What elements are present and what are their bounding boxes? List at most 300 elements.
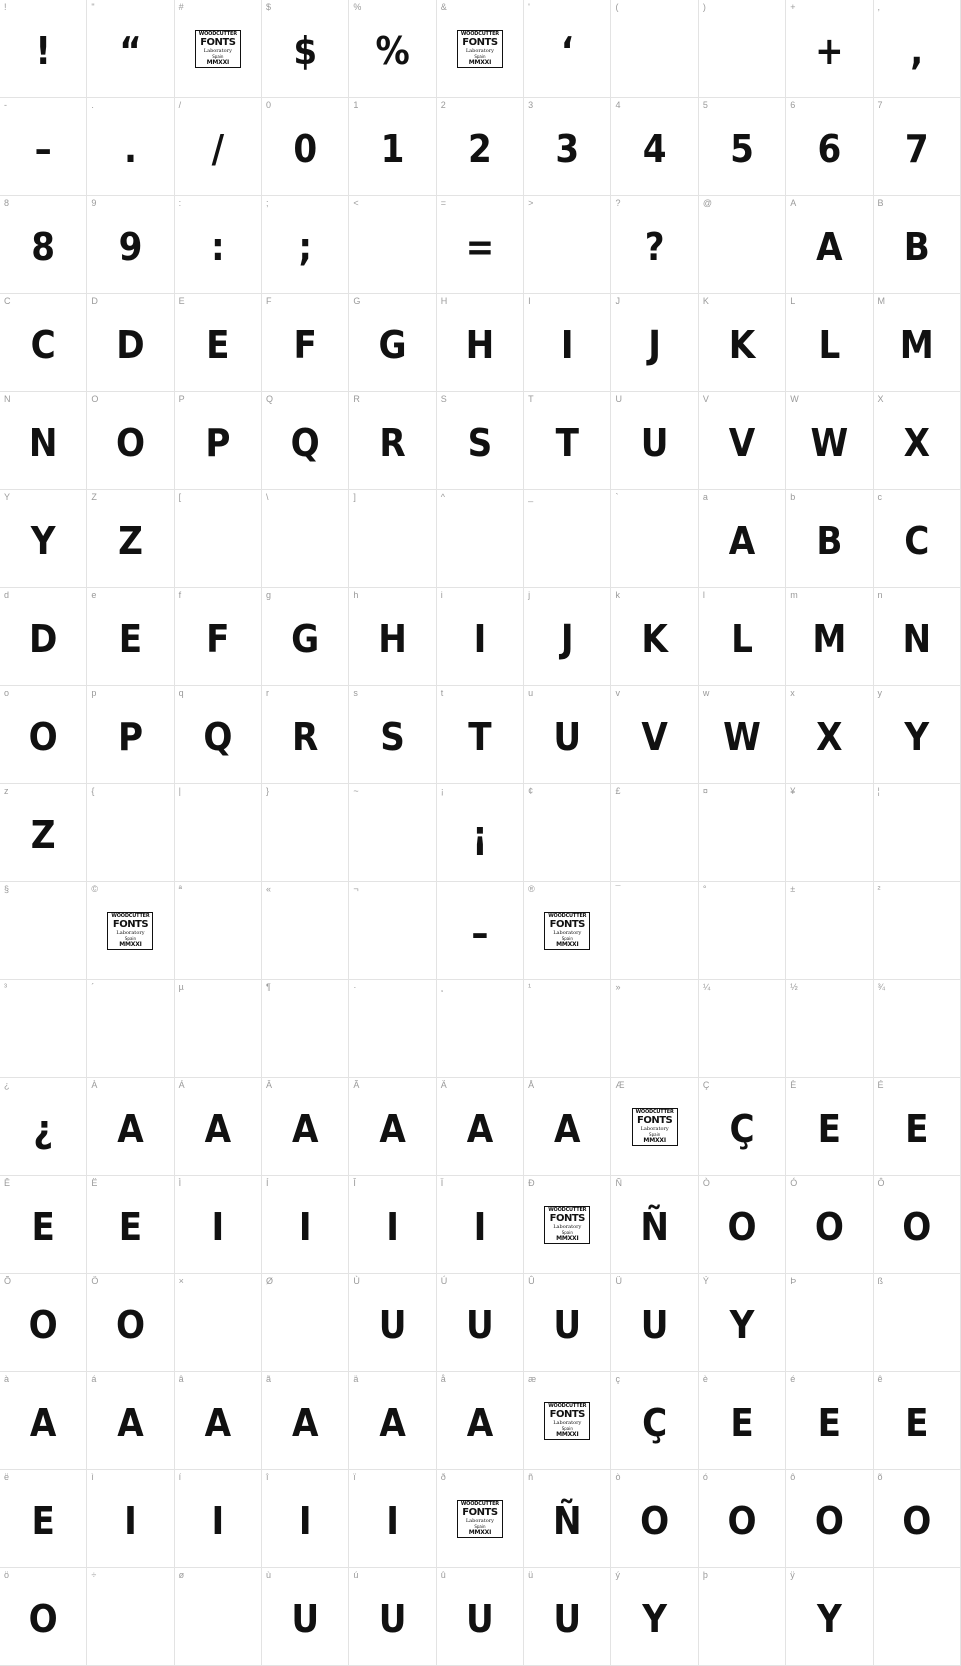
character-cell[interactable] xyxy=(349,1274,436,1372)
character-code-label: Ò xyxy=(702,1178,710,1188)
character-cell[interactable] xyxy=(436,1568,523,1666)
character-cell[interactable] xyxy=(174,1372,261,1470)
character-cell[interactable] xyxy=(786,1274,873,1372)
character-cell[interactable] xyxy=(611,686,698,784)
character-cell[interactable] xyxy=(611,980,698,1078)
character-cell[interactable] xyxy=(786,1568,873,1666)
character-cell[interactable] xyxy=(524,784,611,882)
character-code-label: ` xyxy=(615,492,619,502)
character-code-label: Ù xyxy=(353,1276,360,1286)
character-cell[interactable] xyxy=(698,882,785,980)
character-cell[interactable] xyxy=(611,882,698,980)
character-glyph: 4 xyxy=(642,126,667,171)
foundry-logo-line: WOODCUTTER xyxy=(548,1206,587,1213)
character-glyph: Y xyxy=(904,714,930,759)
character-cell[interactable] xyxy=(873,1176,960,1274)
character-glyph: S xyxy=(380,714,405,759)
character-code-label: T xyxy=(528,394,534,404)
character-map-row xyxy=(0,98,961,196)
character-map-row xyxy=(0,294,961,392)
character-map-row xyxy=(0,196,961,294)
character-code-label: V xyxy=(702,394,709,404)
foundry-logo-line: Laboratory xyxy=(203,47,232,54)
character-cell[interactable] xyxy=(87,196,174,294)
character-glyph: O xyxy=(902,1498,932,1543)
character-cell[interactable] xyxy=(174,1568,261,1666)
character-glyph: E xyxy=(118,1204,143,1249)
character-cell[interactable] xyxy=(0,1470,87,1568)
character-cell[interactable] xyxy=(174,1078,261,1176)
character-cell[interactable] xyxy=(262,294,349,392)
character-cell[interactable] xyxy=(436,784,523,882)
character-cell[interactable] xyxy=(349,784,436,882)
foundry-logo-stamp-icon xyxy=(544,1402,590,1440)
character-cell[interactable] xyxy=(349,588,436,686)
character-cell[interactable] xyxy=(524,588,611,686)
foundry-logo-stamp-icon xyxy=(457,1500,503,1538)
character-glyph: Z xyxy=(118,518,143,563)
character-cell[interactable] xyxy=(524,1568,611,1666)
character-cell[interactable] xyxy=(786,294,873,392)
character-cell[interactable] xyxy=(524,1470,611,1568)
character-map-row xyxy=(0,490,961,588)
character-cell[interactable] xyxy=(524,980,611,1078)
foundry-logo-line: Laboratory xyxy=(465,47,494,54)
character-cell[interactable] xyxy=(174,294,261,392)
character-cell[interactable] xyxy=(698,490,785,588)
character-cell[interactable] xyxy=(611,588,698,686)
character-cell[interactable] xyxy=(87,1078,174,1176)
character-glyph: U xyxy=(553,1596,582,1641)
character-glyph: E xyxy=(905,1106,929,1151)
character-cell[interactable] xyxy=(87,1372,174,1470)
character-code-label: ° xyxy=(702,884,707,894)
character-cell[interactable] xyxy=(524,294,611,392)
character-cell[interactable] xyxy=(873,1274,960,1372)
character-glyph: E xyxy=(206,322,230,367)
character-cell[interactable] xyxy=(611,98,698,196)
character-cell[interactable] xyxy=(349,490,436,588)
character-glyph: I xyxy=(124,1498,137,1543)
character-map-row xyxy=(0,0,961,98)
character-cell[interactable] xyxy=(524,1372,611,1470)
character-cell[interactable] xyxy=(87,1470,174,1568)
character-cell[interactable] xyxy=(873,294,960,392)
character-cell[interactable] xyxy=(0,882,87,980)
character-glyph: A xyxy=(291,1400,319,1445)
character-cell[interactable] xyxy=(174,98,261,196)
character-cell[interactable] xyxy=(0,784,87,882)
character-cell[interactable] xyxy=(436,882,523,980)
character-cell[interactable] xyxy=(611,1274,698,1372)
character-code-label: p xyxy=(91,688,97,698)
character-cell[interactable] xyxy=(262,980,349,1078)
character-cell[interactable] xyxy=(786,588,873,686)
character-code-label: U xyxy=(615,394,622,404)
character-cell[interactable] xyxy=(349,1470,436,1568)
character-code-label: \ xyxy=(266,492,269,502)
foundry-logo-line: Spain xyxy=(561,935,573,941)
character-cell[interactable] xyxy=(611,1176,698,1274)
character-cell[interactable] xyxy=(698,0,785,98)
character-cell[interactable] xyxy=(174,196,261,294)
character-cell[interactable] xyxy=(524,1274,611,1372)
character-cell[interactable] xyxy=(87,1176,174,1274)
character-cell[interactable] xyxy=(174,0,261,98)
character-cell[interactable] xyxy=(87,294,174,392)
character-cell[interactable] xyxy=(698,294,785,392)
character-glyph: I xyxy=(386,1204,399,1249)
character-cell[interactable] xyxy=(0,196,87,294)
character-glyph: A xyxy=(204,1400,232,1445)
character-cell[interactable] xyxy=(611,1078,698,1176)
character-cell[interactable] xyxy=(524,392,611,490)
character-code-label: 5 xyxy=(702,100,708,110)
character-cell[interactable] xyxy=(698,980,785,1078)
foundry-logo-stamp-icon xyxy=(457,30,503,68)
character-cell[interactable] xyxy=(87,1274,174,1372)
character-cell[interactable] xyxy=(174,686,261,784)
character-code-label: ö xyxy=(4,1570,10,1580)
character-cell[interactable] xyxy=(87,588,174,686)
character-cell[interactable] xyxy=(174,392,261,490)
character-cell[interactable] xyxy=(611,196,698,294)
character-cell[interactable] xyxy=(262,1568,349,1666)
character-cell[interactable] xyxy=(786,392,873,490)
character-code-label: õ xyxy=(877,1472,883,1482)
foundry-logo-line: FONTS xyxy=(549,918,585,930)
character-cell[interactable] xyxy=(0,1176,87,1274)
character-code-label: © xyxy=(91,884,98,894)
character-glyph: 3 xyxy=(555,126,580,171)
character-cell[interactable] xyxy=(873,882,960,980)
character-glyph: Ç xyxy=(729,1106,755,1151)
character-cell[interactable] xyxy=(524,1176,611,1274)
foundry-logo-line: FONTS xyxy=(549,1212,585,1224)
character-cell[interactable] xyxy=(611,1372,698,1470)
character-cell[interactable] xyxy=(262,1274,349,1372)
character-code-label: % xyxy=(353,2,362,12)
character-cell[interactable] xyxy=(436,1274,523,1372)
character-cell[interactable] xyxy=(0,588,87,686)
character-cell[interactable] xyxy=(349,1372,436,1470)
character-glyph: O xyxy=(28,714,58,759)
character-cell[interactable] xyxy=(436,294,523,392)
character-glyph: O xyxy=(902,1204,932,1249)
character-code-label: 3 xyxy=(528,100,534,110)
character-code-label: Å xyxy=(528,1080,535,1090)
character-cell[interactable] xyxy=(873,1372,960,1470)
character-code-label: 0 xyxy=(266,100,272,110)
character-glyph: N xyxy=(902,616,932,661)
character-code-label: þ xyxy=(702,1570,708,1580)
character-cell[interactable] xyxy=(698,588,785,686)
character-glyph: G xyxy=(378,322,407,367)
character-cell[interactable] xyxy=(262,392,349,490)
character-cell[interactable] xyxy=(524,0,611,98)
character-cell[interactable] xyxy=(786,1078,873,1176)
character-cell[interactable] xyxy=(873,0,960,98)
character-cell[interactable] xyxy=(436,1078,523,1176)
character-code-label: u xyxy=(528,688,534,698)
character-cell[interactable] xyxy=(436,1176,523,1274)
character-cell[interactable] xyxy=(698,196,785,294)
character-cell[interactable] xyxy=(436,0,523,98)
character-cell[interactable] xyxy=(0,0,87,98)
character-map-row xyxy=(0,1274,961,1372)
character-cell[interactable] xyxy=(87,98,174,196)
character-cell[interactable] xyxy=(698,784,785,882)
character-code-label: Ý xyxy=(702,1276,709,1286)
character-code-label: ú xyxy=(353,1570,359,1580)
character-code-label: : xyxy=(178,198,182,208)
character-code-label: ¶ xyxy=(266,982,271,992)
character-cell[interactable] xyxy=(0,1372,87,1470)
character-map-row xyxy=(0,1078,961,1176)
character-cell[interactable] xyxy=(786,98,873,196)
character-cell[interactable] xyxy=(174,882,261,980)
character-cell[interactable] xyxy=(873,686,960,784)
character-code-label: ë xyxy=(4,1472,10,1482)
character-cell[interactable] xyxy=(262,490,349,588)
character-cell[interactable] xyxy=(349,98,436,196)
character-cell[interactable] xyxy=(349,1568,436,1666)
character-cell[interactable] xyxy=(174,1274,261,1372)
character-code-label: à xyxy=(4,1374,10,1384)
character-cell[interactable] xyxy=(262,882,349,980)
character-glyph: E xyxy=(905,1400,929,1445)
character-cell[interactable] xyxy=(786,196,873,294)
character-cell[interactable] xyxy=(87,392,174,490)
character-cell[interactable] xyxy=(611,1568,698,1666)
character-cell[interactable] xyxy=(174,490,261,588)
character-cell[interactable] xyxy=(262,1372,349,1470)
character-code-label: ½ xyxy=(790,982,798,992)
character-code-label: > xyxy=(528,198,534,208)
character-code-label: N xyxy=(4,394,11,404)
character-cell[interactable] xyxy=(262,196,349,294)
character-cell[interactable] xyxy=(786,882,873,980)
character-cell[interactable] xyxy=(873,1470,960,1568)
character-cell[interactable] xyxy=(174,588,261,686)
foundry-logo-line: Spain xyxy=(124,935,137,941)
character-glyph: Y xyxy=(729,1302,755,1347)
character-cell[interactable] xyxy=(349,1176,436,1274)
character-cell[interactable] xyxy=(611,784,698,882)
character-cell[interactable] xyxy=(87,686,174,784)
character-code-label: ø xyxy=(178,1570,185,1580)
character-cell[interactable] xyxy=(349,0,436,98)
character-cell[interactable] xyxy=(174,1176,261,1274)
character-cell[interactable] xyxy=(349,1078,436,1176)
character-cell[interactable] xyxy=(87,980,174,1078)
character-code-label: z xyxy=(4,786,9,796)
character-glyph: A xyxy=(291,1106,319,1151)
character-map-row xyxy=(0,882,961,980)
character-code-label: | xyxy=(178,786,182,796)
character-cell[interactable] xyxy=(349,882,436,980)
character-cell[interactable] xyxy=(786,0,873,98)
character-code-label: ù xyxy=(266,1570,272,1580)
character-cell[interactable] xyxy=(349,196,436,294)
character-cell[interactable] xyxy=(873,490,960,588)
character-cell[interactable] xyxy=(0,98,87,196)
character-glyph: ! xyxy=(35,28,51,73)
character-cell[interactable] xyxy=(87,784,174,882)
character-cell[interactable] xyxy=(349,294,436,392)
character-cell[interactable] xyxy=(873,1078,960,1176)
character-cell[interactable] xyxy=(87,1568,174,1666)
character-cell[interactable] xyxy=(0,294,87,392)
character-cell[interactable] xyxy=(524,490,611,588)
character-cell[interactable] xyxy=(524,686,611,784)
character-code-label: ¤ xyxy=(702,786,708,796)
character-cell[interactable] xyxy=(698,1568,785,1666)
character-cell[interactable] xyxy=(436,98,523,196)
character-cell[interactable] xyxy=(436,1372,523,1470)
character-cell[interactable] xyxy=(436,588,523,686)
character-glyph: U xyxy=(466,1596,494,1641)
character-cell[interactable] xyxy=(87,882,174,980)
character-code-label: ® xyxy=(528,884,535,894)
character-glyph: Q xyxy=(290,420,320,465)
character-glyph: 8 xyxy=(31,224,56,269)
character-cell[interactable] xyxy=(873,196,960,294)
character-cell[interactable] xyxy=(873,784,960,882)
character-cell[interactable] xyxy=(611,294,698,392)
character-cell[interactable] xyxy=(0,1274,87,1372)
foundry-logo-line: Laboratory xyxy=(465,1517,494,1524)
character-code-label: ) xyxy=(702,2,706,12)
character-cell[interactable] xyxy=(0,980,87,1078)
character-cell[interactable] xyxy=(873,980,960,1078)
character-cell[interactable] xyxy=(611,490,698,588)
character-code-label: Ô xyxy=(877,1178,885,1188)
character-glyph: % xyxy=(375,28,410,73)
character-cell[interactable] xyxy=(349,392,436,490)
character-cell[interactable] xyxy=(0,686,87,784)
character-cell[interactable] xyxy=(262,1470,349,1568)
character-cell[interactable] xyxy=(262,784,349,882)
character-code-label: e xyxy=(91,590,97,600)
character-cell[interactable] xyxy=(349,686,436,784)
character-code-label: ¾ xyxy=(877,982,886,992)
character-code-label: å xyxy=(440,1374,446,1384)
character-cell[interactable] xyxy=(786,784,873,882)
character-cell[interactable] xyxy=(436,196,523,294)
character-cell[interactable] xyxy=(436,392,523,490)
character-glyph: F xyxy=(293,322,317,367)
character-code-label: L xyxy=(790,296,796,306)
character-cell[interactable] xyxy=(0,1568,87,1666)
character-cell[interactable] xyxy=(698,1372,785,1470)
character-glyph: A xyxy=(728,518,756,563)
character-code-label: Ï xyxy=(440,1178,444,1188)
character-code-label: [ xyxy=(178,492,182,502)
character-cell[interactable] xyxy=(524,882,611,980)
character-code-label: ¿ xyxy=(4,1080,10,1090)
character-cell[interactable] xyxy=(786,490,873,588)
character-code-label: W xyxy=(790,394,799,404)
character-cell[interactable] xyxy=(611,0,698,98)
character-cell[interactable] xyxy=(262,588,349,686)
foundry-logo-line: FONTS xyxy=(462,36,498,48)
character-cell[interactable] xyxy=(873,98,960,196)
character-code-label: J xyxy=(615,296,620,306)
character-cell[interactable] xyxy=(262,1176,349,1274)
character-cell[interactable] xyxy=(524,196,611,294)
character-cell[interactable] xyxy=(524,1078,611,1176)
character-glyph: L xyxy=(818,322,841,367)
character-code-label: 9 xyxy=(91,198,97,208)
character-glyph: T xyxy=(468,714,492,759)
character-cell[interactable] xyxy=(0,490,87,588)
character-cell[interactable] xyxy=(611,392,698,490)
character-cell[interactable] xyxy=(262,686,349,784)
character-cell[interactable] xyxy=(786,1470,873,1568)
character-cell[interactable] xyxy=(698,1470,785,1568)
character-cell[interactable] xyxy=(87,0,174,98)
character-code-label: ¯ xyxy=(615,884,621,894)
character-cell[interactable] xyxy=(436,1470,523,1568)
character-cell[interactable] xyxy=(262,0,349,98)
foundry-logo-stamp-icon xyxy=(195,30,241,68)
character-cell[interactable] xyxy=(786,1372,873,1470)
character-code-label: R xyxy=(353,394,360,404)
character-cell[interactable] xyxy=(87,490,174,588)
character-cell[interactable] xyxy=(524,98,611,196)
character-map-row xyxy=(0,1176,961,1274)
character-cell[interactable] xyxy=(174,980,261,1078)
character-code-label: _ xyxy=(528,492,534,502)
character-code-label: X xyxy=(877,394,884,404)
character-cell[interactable] xyxy=(698,98,785,196)
character-cell[interactable] xyxy=(698,392,785,490)
character-glyph: A xyxy=(816,224,843,269)
character-glyph: U xyxy=(640,1302,669,1347)
character-code-label: I xyxy=(528,296,531,306)
character-code-label: / xyxy=(178,100,182,110)
character-cell[interactable] xyxy=(174,784,261,882)
character-code-label: ¹ xyxy=(528,982,532,992)
character-cell[interactable] xyxy=(0,1078,87,1176)
character-cell[interactable] xyxy=(786,980,873,1078)
character-cell[interactable] xyxy=(0,392,87,490)
character-cell[interactable] xyxy=(698,1176,785,1274)
character-code-label: ^ xyxy=(440,492,445,502)
character-cell[interactable] xyxy=(873,392,960,490)
character-cell[interactable] xyxy=(262,1078,349,1176)
character-cell[interactable] xyxy=(698,686,785,784)
character-cell[interactable] xyxy=(786,686,873,784)
foundry-logo-line: MMXXI xyxy=(468,58,492,66)
character-cell[interactable] xyxy=(786,1176,873,1274)
character-cell[interactable] xyxy=(262,98,349,196)
character-code-label: ¬ xyxy=(353,884,359,894)
character-cell[interactable] xyxy=(873,588,960,686)
character-cell[interactable] xyxy=(349,980,436,1078)
character-cell[interactable] xyxy=(436,980,523,1078)
character-cell[interactable] xyxy=(174,1470,261,1568)
character-glyph: A xyxy=(379,1400,406,1445)
character-cell[interactable] xyxy=(611,1470,698,1568)
character-cell[interactable] xyxy=(436,686,523,784)
character-code-label: r xyxy=(266,688,270,698)
character-cell[interactable] xyxy=(698,1274,785,1372)
character-cell[interactable] xyxy=(436,490,523,588)
character-cell[interactable] xyxy=(698,1078,785,1176)
character-code-label: n xyxy=(877,590,883,600)
